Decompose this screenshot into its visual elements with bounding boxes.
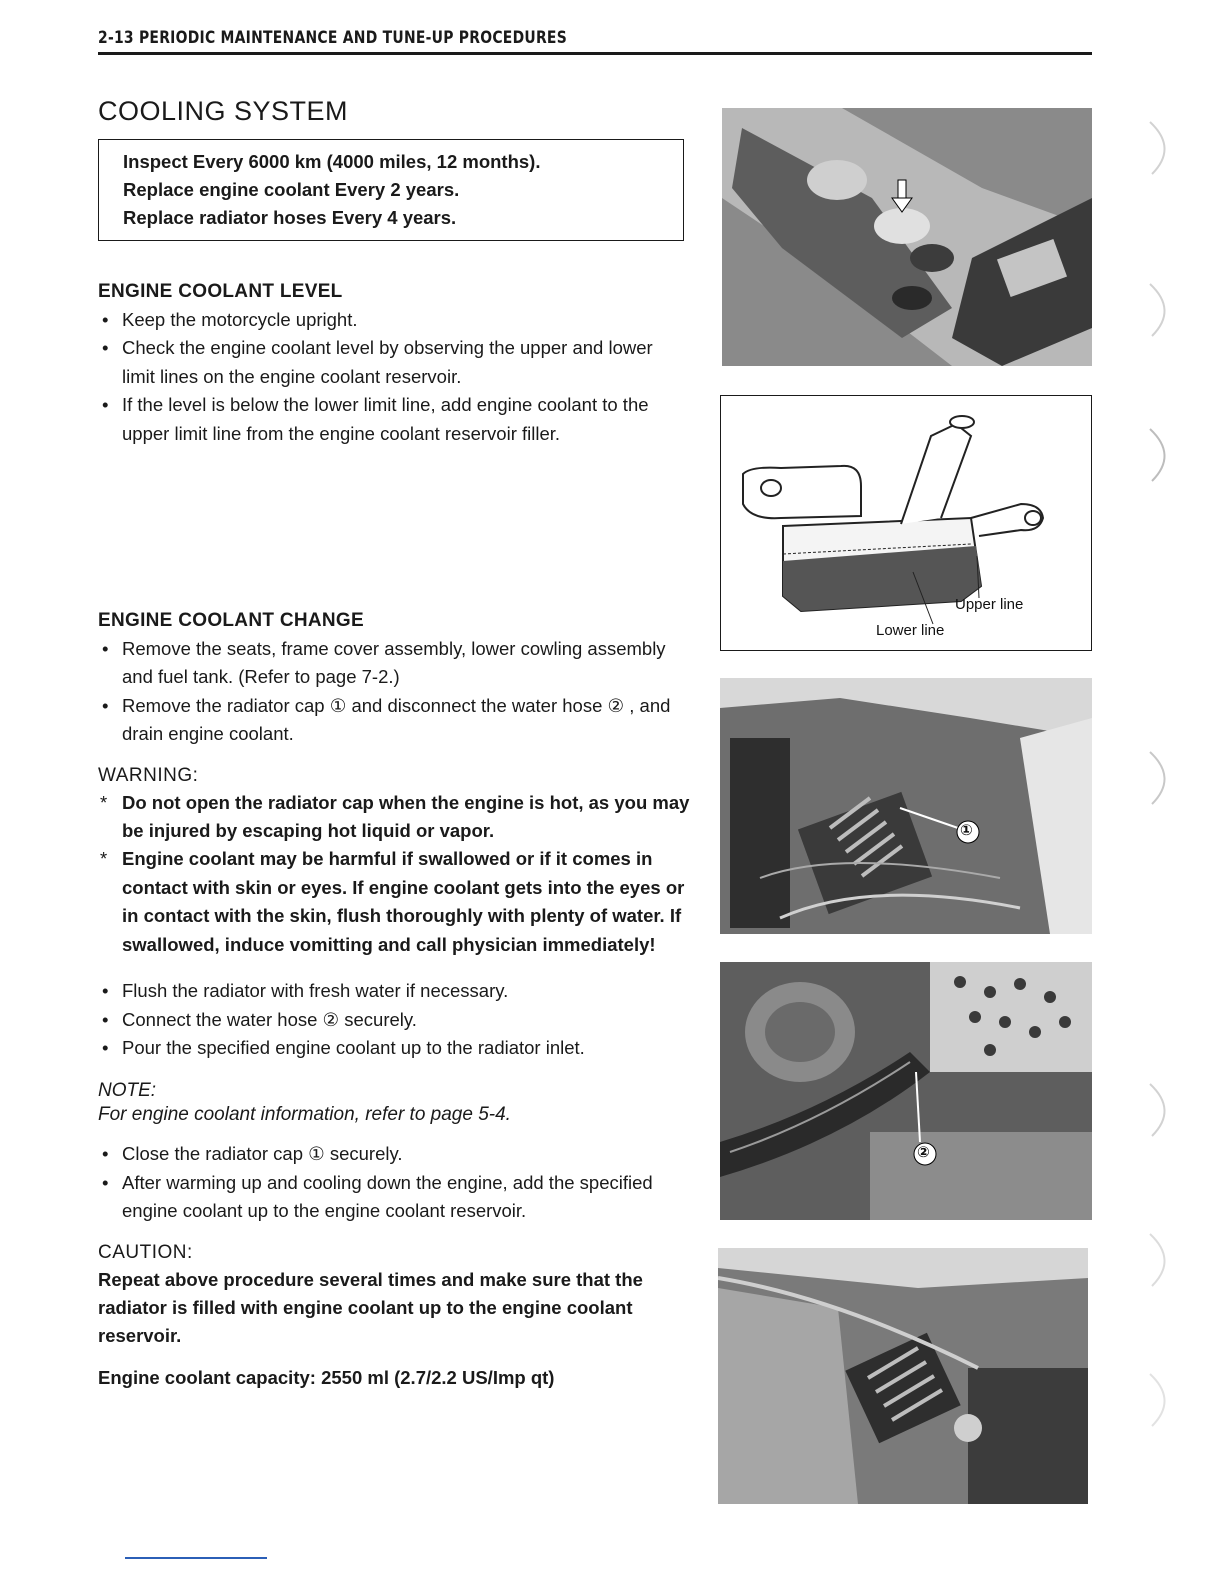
photo-illustration — [720, 962, 1092, 1220]
list-item: • Connect the water hose ② securely. — [98, 1006, 690, 1034]
list-item: • After warming up and cooling down the engine, add the specified engine coolant up to the engine coolant reservoir. — [98, 1169, 690, 1226]
spacer — [98, 959, 690, 977]
warning-label: WARNING: — [98, 764, 199, 786]
reservoir-diagram — [720, 395, 1092, 651]
photo-illustration — [720, 678, 1092, 934]
page-header — [98, 28, 1092, 55]
note-label: NOTE: — [98, 1080, 157, 1102]
warning-list — [98, 789, 690, 959]
warning-item: * Do not open the radiator cap when the engine is hot, as you may be injured by escaping hot liquid or vapor. — [98, 789, 690, 846]
list-item: • Close the radiator cap ① securely. — [98, 1140, 690, 1168]
coolant-change-heading: ENGINE COOLANT CHANGE — [98, 610, 364, 632]
list-item: • Remove the seats, frame cover assembly, lower cowling assembly and fuel tank. (Refer to page 7-2.) — [98, 635, 690, 692]
section-title: COOLING SYSTEM — [98, 96, 349, 126]
list-item: • Keep the motorcycle upright. — [98, 306, 690, 334]
binder-hole-mark — [1140, 1230, 1182, 1290]
warning-item: * Engine coolant may be harmful if swallowed or if it comes in contact with skin or eyes. If engine coolant gets into the eyes or in contact with the skin, flush thoroughly with plenty of water. If swallowed, induce vomitting and call physician immediately! — [98, 845, 690, 959]
footer-link-underline — [125, 1557, 267, 1559]
inspect-line: Inspect Every 6000 km (4000 miles, 12 months). — [123, 151, 541, 172]
upper-line-label: Upper line — [955, 596, 1024, 613]
header-title: 2-13 PERIODIC MAINTENANCE AND TUNE-UP PROCEDURES — [98, 28, 567, 48]
list-item: • Remove the radiator cap ① and disconnect the water hose ② , and drain engine coolant. — [98, 692, 690, 749]
coolant-change-list — [98, 635, 690, 749]
inspect-line: Replace engine coolant Every 2 years. — [123, 179, 460, 200]
water-hose-callout: ② — [917, 1144, 930, 1161]
binder-hole-mark — [1140, 748, 1182, 808]
coolant-level-heading: ENGINE COOLANT LEVEL — [98, 281, 343, 302]
note-text: For engine coolant information, refer to page 5-4. — [98, 1104, 511, 1126]
close-cap-list — [98, 1140, 690, 1225]
list-item: • Pour the specified engine coolant up to the radiator inlet. — [98, 1034, 690, 1062]
water-hose-photo — [720, 962, 1092, 1220]
list-item: • If the level is below the lower limit line, add engine coolant to the upper limit line from the engine coolant reservoir filler. — [98, 391, 690, 448]
flush-list — [98, 977, 690, 1062]
list-item: • Flush the radiator with fresh water if necessary. — [98, 977, 690, 1005]
reservoir-photo — [718, 1248, 1088, 1504]
caution-label: CAUTION: — [98, 1241, 193, 1263]
photo-illustration — [722, 108, 1092, 366]
reservoir-drawing — [721, 396, 1090, 649]
inspect-line: Replace radiator hoses Every 4 years. — [123, 207, 457, 228]
coolant-capacity: Engine coolant capacity: 2550 ml (2.7/2.2 US/Imp qt) — [98, 1366, 555, 1388]
binder-hole-mark — [1140, 1370, 1182, 1430]
header-rule — [98, 52, 1092, 55]
binder-hole-mark — [1140, 1080, 1182, 1140]
binder-hole-mark — [1140, 118, 1182, 178]
binder-hole-mark — [1140, 425, 1182, 485]
radiator-cap-photo — [720, 678, 1092, 934]
text-column — [98, 96, 690, 1389]
inspection-interval-box — [98, 139, 684, 241]
radiator-cap-callout: ① — [960, 822, 973, 839]
caution-text: Repeat above procedure several times and make sure that the radiator is filled with engine coolant up to the engine coolant reservoir. — [98, 1268, 643, 1347]
spacer — [98, 448, 690, 610]
coolant-level-list — [98, 306, 690, 448]
binder-hole-mark — [1140, 280, 1182, 340]
list-item: • Check the engine coolant level by observing the upper and lower limit lines on the engine coolant reservoir. — [98, 334, 690, 391]
lower-line-label: Lower line — [876, 622, 945, 639]
radiator-photo-1 — [722, 108, 1092, 366]
photo-illustration — [718, 1248, 1088, 1504]
